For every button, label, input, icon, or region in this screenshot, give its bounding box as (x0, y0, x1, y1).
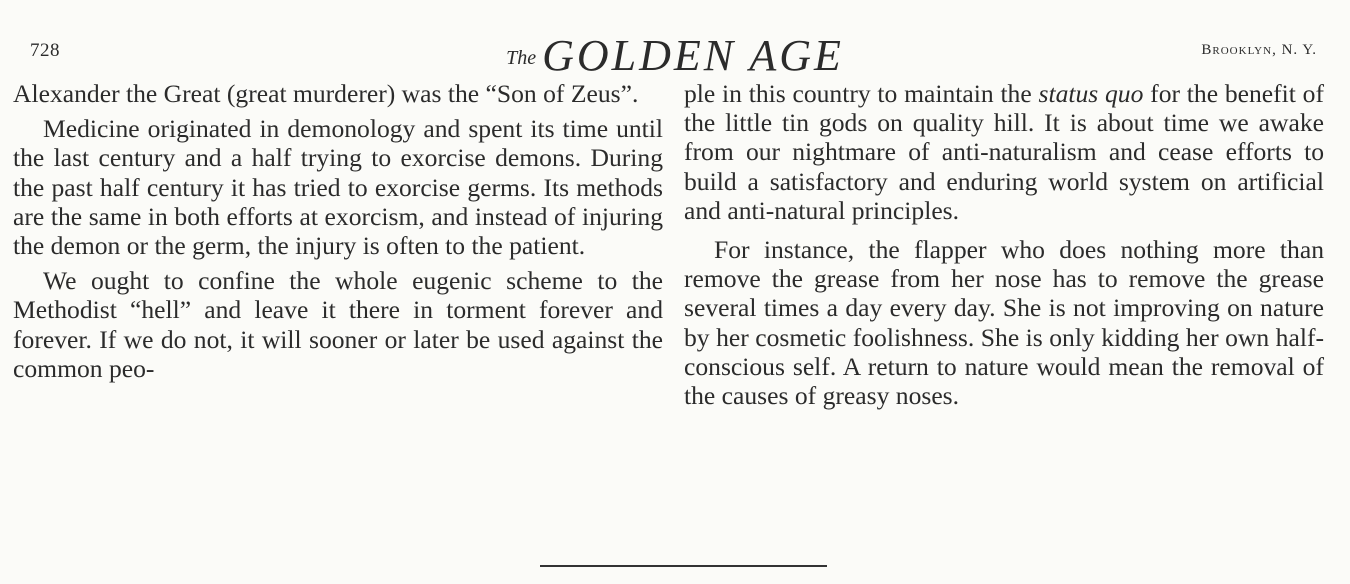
paragraph: Medicine originated in demonology and spent its time until the last century and a half trying to exorcise demons. During the past half century it has tried to exorcise germs. Its methods are the same in both efforts at exorcism, and instead of injuring the demon or the germ, the injury is often to the patient. (13, 114, 663, 261)
paragraph: For instance, the flapper who does nothing more than remove the grease from her nose has to remove the grease several times a day every day. She is not improving on nature by her cosmetic foolishness. She is only kidding her own half-conscious self. A return to nature would mean the removal of the causes of greasy noses. (684, 235, 1324, 411)
paragraph-text: for the benefit of the little tin gods on quality hill. It is about time we awake from our nightmare of anti-naturalism and cease efforts to build a satisfactory and enduring world system on artificial and anti-natural principles. (684, 79, 1324, 225)
paragraph-text: ple in this country to maintain the (684, 79, 1039, 108)
paragraph (684, 79, 1324, 225)
paragraph: Alexander the Great (great murderer) was the “Son of Zeus”. (13, 79, 639, 108)
paragraph: We ought to confine the whole eugenic scheme to the Methodist “hell” and leave it there in torment forever and forever. If we do not, it will sooner or later be used against the common peo- (13, 266, 663, 383)
page-number: 728 (30, 40, 60, 61)
masthead (0, 31, 1350, 80)
left-column (13, 79, 663, 389)
dateline: Brooklyn, N. Y. (1201, 42, 1317, 58)
masthead-title: GOLDEN AGE (542, 31, 844, 80)
section-divider (540, 565, 827, 567)
right-column (684, 79, 1324, 416)
masthead-prefix: The (506, 47, 537, 69)
italic-phrase: status quo (1038, 79, 1144, 108)
